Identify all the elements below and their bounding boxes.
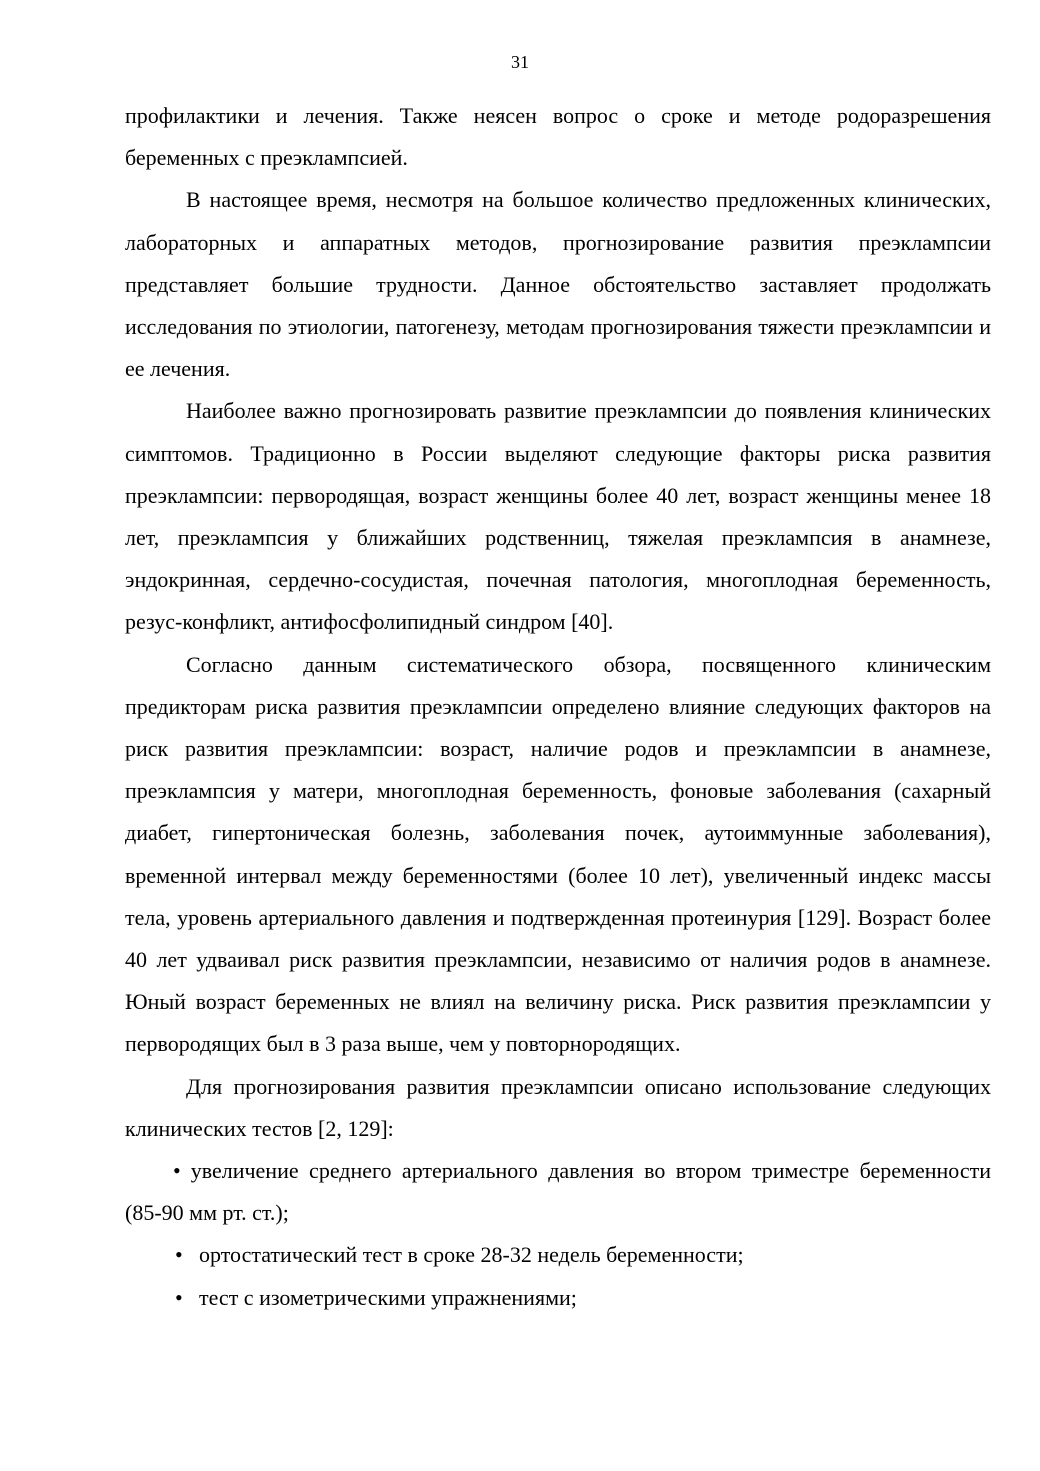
bullet-item-text: увеличение среднего артериального давления во втором триместре беременности (85-90 мм рт. ст.);	[125, 1158, 991, 1226]
document-body	[125, 95, 991, 1319]
bullet-icon: •	[175, 1242, 183, 1268]
bullet-item-1	[125, 1150, 991, 1234]
bullet-icon: •	[173, 1158, 181, 1184]
bullet-icon: •	[175, 1284, 183, 1310]
bullet-item-text: тест с изометрическими упражнениями;	[199, 1284, 577, 1310]
paragraph-5: Для прогнозирования развития преэклампсии описано использование следующих клинических тестов [2, 129]:	[125, 1073, 991, 1141]
paragraph-2: В настоящее время, несмотря на большое количество предложенных клинических, лабораторных и аппаратных методов, прогнозирование развития преэклампсии представляет большие трудности. Данное обстоятельство заставляет продолжать исследования по этиологии, патогенезу, методам прогнозирования тяжести преэклампсии и ее лечения.	[125, 187, 991, 382]
page-number: 31	[511, 52, 529, 72]
paragraph-3: Наиболее важно прогнозировать развитие преэклампсии до появления клинических симптомов. Традиционно в России выделяют следующие факторы риска развития преэклампсии: первородящая, возраст женщины более 40 лет, возраст женщины менее 18 лет, преэклампсия у ближайших родственниц, тяжелая преэклампсия в анамнезе, эндокринная, сердечно-сосудистая, почечная патология, многоплодная беременность, резус-конфликт, антифосфолипидный синдром [40].	[125, 398, 991, 635]
bullet-item-3	[125, 1277, 991, 1319]
bullet-item-text: ортостатический тест в сроке 28-32 недель беременности;	[199, 1242, 744, 1268]
bullet-item-2	[125, 1234, 991, 1276]
paragraph-4: Согласно данным систематического обзора, посвященного клиническим предикторам риска развития преэклампсии определено влияние следующих факторов на риск развития преэклампсии: возраст, наличие родов и преэклампсии в анамнезе, преэклампсия у матери, многоплодная беременность, фоновые заболевания (сахарный диабет, гипертоническая болезнь, заболевания почек, аутоиммунные заболевания), временной интервал между беременностями (более 10 лет), увеличенный индекс массы тела, уровень артериального давления и подтвержденная протеинурия [129]. Возраст более 40 лет удваивал риск развития преэклампсии, независимо от наличия родов в анамнезе. Юный возраст беременных не влиял на величину риска. Риск развития преэклампсии у первородящих был в 3 раза выше, чем у повторнородящих.	[125, 651, 991, 1057]
paragraph-1: профилактики и лечения. Также неясен вопрос о сроке и методе родоразрешения беременных с преэклампсией.	[125, 103, 991, 171]
